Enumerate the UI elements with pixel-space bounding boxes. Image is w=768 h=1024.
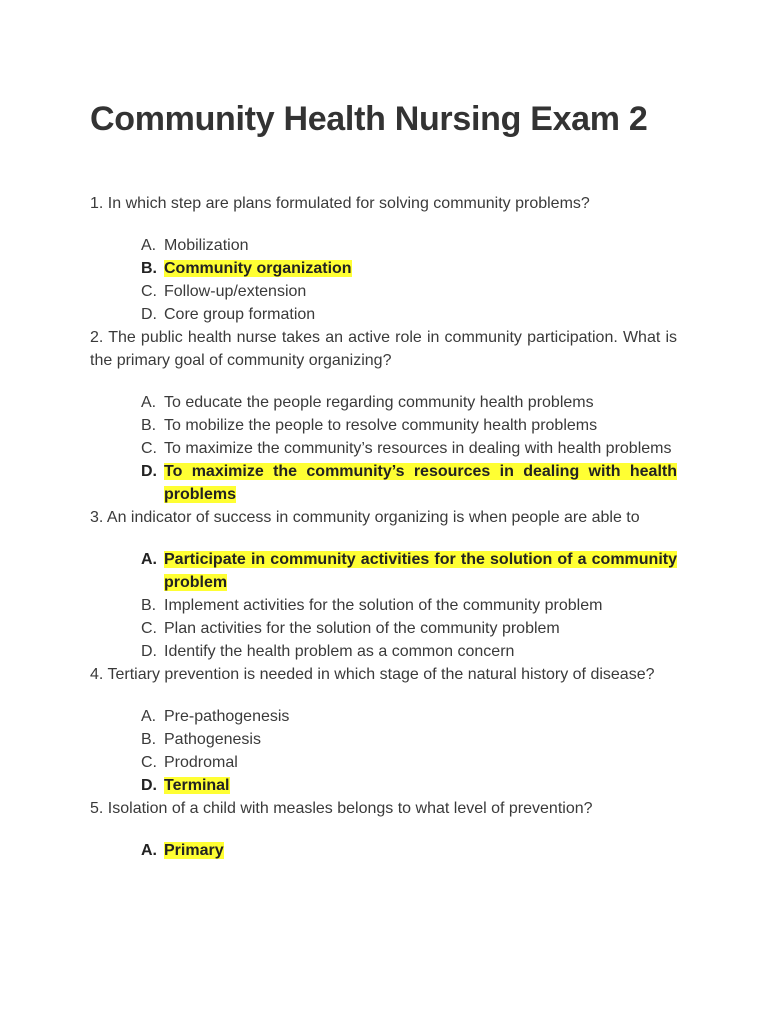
option-text: To maximize the community’s resources in dealing with health problems xyxy=(164,440,672,457)
highlighted-answer-text: Participate in community activities for the solution of a community problem xyxy=(164,551,677,591)
question-1 xyxy=(90,192,677,326)
option-c xyxy=(90,751,677,774)
option-letter: B. xyxy=(141,260,157,277)
question-3 xyxy=(90,506,677,663)
question-list xyxy=(90,192,677,862)
option-a-correct-answer xyxy=(90,548,677,594)
option-c xyxy=(90,280,677,303)
document-title: Community Health Nursing Exam 2 xyxy=(90,100,648,138)
option-text: Pre-pathogenesis xyxy=(164,708,290,725)
option-list xyxy=(90,234,677,326)
highlighted-answer-text: To maximize the community’s resources in dealing with health problems xyxy=(164,463,677,503)
option-list xyxy=(90,548,677,663)
highlighted-answer-text: Terminal xyxy=(164,777,230,794)
option-letter: B. xyxy=(141,417,157,434)
option-letter: C. xyxy=(141,440,157,457)
option-letter: A. xyxy=(141,842,157,859)
option-d-correct-answer xyxy=(90,774,677,797)
option-a-correct-answer xyxy=(90,839,677,862)
option-d-correct-answer xyxy=(90,460,677,506)
option-text: Mobilization xyxy=(164,237,249,254)
highlighted-answer-text: Primary xyxy=(164,842,224,859)
option-letter: A. xyxy=(141,708,157,725)
option-letter: D. xyxy=(141,306,157,323)
option-letter: A. xyxy=(141,394,157,411)
option-letter: B. xyxy=(141,597,157,614)
question-text: 3. An indicator of success in community organizing is when people are able to xyxy=(90,509,640,526)
option-letter: C. xyxy=(141,283,157,300)
option-text: To educate the people regarding community health problems xyxy=(164,394,594,411)
option-a xyxy=(90,705,677,728)
option-text: Plan activities for the solution of the community problem xyxy=(164,620,560,637)
question-5 xyxy=(90,797,677,862)
option-text: Follow-up/extension xyxy=(164,283,307,300)
option-c xyxy=(90,437,677,460)
option-list xyxy=(90,391,677,506)
option-letter: D. xyxy=(141,643,157,660)
option-text: Prodromal xyxy=(164,754,238,771)
option-list xyxy=(90,839,677,862)
question-4 xyxy=(90,663,677,797)
option-text: To mobilize the people to resolve community health problems xyxy=(164,417,598,434)
question-text: 1. In which step are plans formulated for solving community problems? xyxy=(90,195,590,212)
option-letter: C. xyxy=(141,754,157,771)
question-text: 5. Isolation of a child with measles belongs to what level of prevention? xyxy=(90,800,593,817)
option-text: Identify the health problem as a common concern xyxy=(164,643,515,660)
option-list xyxy=(90,705,677,797)
option-b xyxy=(90,728,677,751)
option-b-correct-answer xyxy=(90,257,677,280)
option-letter: B. xyxy=(141,731,157,748)
option-text: Pathogenesis xyxy=(164,731,261,748)
option-d xyxy=(90,303,677,326)
option-b xyxy=(90,594,677,617)
option-a xyxy=(90,391,677,414)
question-text: 4. Tertiary prevention is needed in which stage of the natural history of disease? xyxy=(90,666,655,683)
option-b xyxy=(90,414,677,437)
option-c xyxy=(90,617,677,640)
option-letter: C. xyxy=(141,620,157,637)
question-text: 2. The public health nurse takes an active role in community participation. What is the primary goal of community organizing? xyxy=(90,329,677,369)
option-letter: A. xyxy=(141,551,157,568)
option-text: Core group formation xyxy=(164,306,316,323)
option-letter: D. xyxy=(141,463,157,480)
question-2 xyxy=(90,326,677,506)
highlighted-answer-text: Community organization xyxy=(164,260,352,277)
option-letter: A. xyxy=(141,237,157,254)
option-letter: D. xyxy=(141,777,157,794)
option-text: Implement activities for the solution of the community problem xyxy=(164,597,603,614)
option-a xyxy=(90,234,677,257)
option-d xyxy=(90,640,677,663)
